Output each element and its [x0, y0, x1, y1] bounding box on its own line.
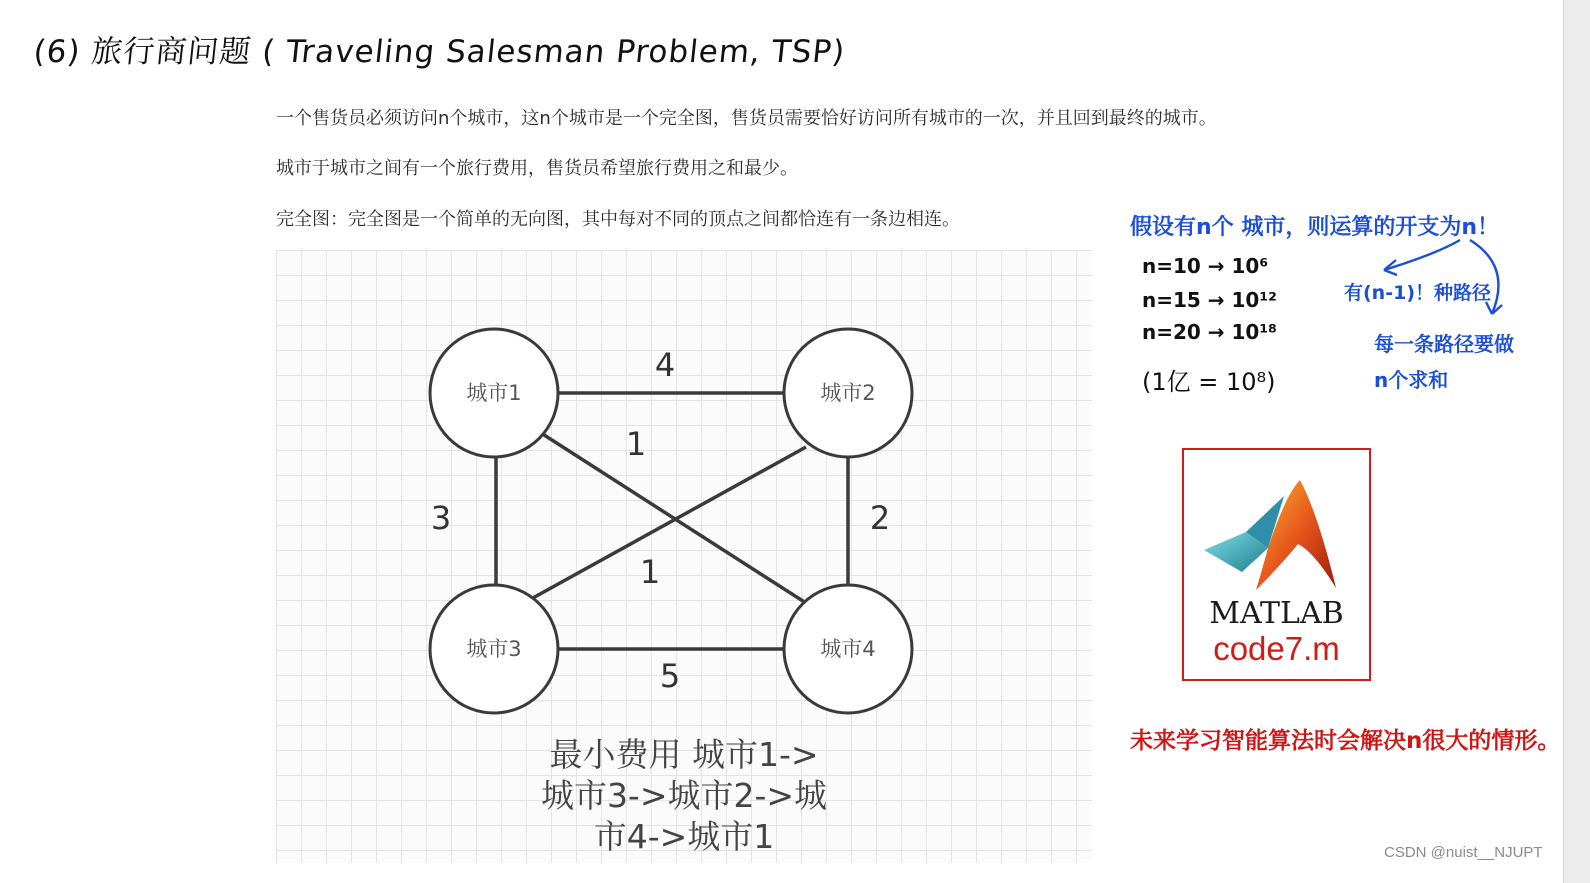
node-label: 城市1: [466, 381, 522, 405]
node-city-2: [784, 329, 912, 457]
node-label: 城市4: [820, 637, 876, 661]
matlab-wordmark: MATLAB: [1209, 596, 1344, 631]
node-label: 城市2: [820, 381, 876, 405]
paragraph-complete-graph: 完全图：完全图是一个简单的无向图，其中每对不同的顶点之间都恰连有一条边相连。: [276, 209, 960, 230]
paragraph-tsp-definition: 一个售货员必须访问n个城市，这n个城市是一个完全图，售货员需要恰好访问所有城市的一次，并且回到最终的城市。: [276, 108, 1217, 129]
edge-weight-2-4: 2: [869, 499, 891, 537]
page-edge: [1563, 0, 1590, 883]
handwritten-per-path-note-2: n个求和: [1374, 368, 1449, 392]
growth-n10: n=10 → 10⁶: [1142, 254, 1269, 278]
watermark: CSDN @nuist__NJUPT: [1384, 844, 1543, 861]
node-city-3: [430, 585, 558, 713]
growth-n20: n=20 → 10¹⁸: [1142, 320, 1277, 344]
node-city-1: [430, 329, 558, 457]
matlab-logo-icon: [1202, 474, 1342, 604]
edge-weight-1-4: 1: [625, 425, 647, 463]
graph-diagram: [276, 250, 1092, 863]
min-cost-caption-line-2: 城市3->城市2->城: [540, 776, 828, 815]
edge-1-4: [541, 433, 806, 603]
handwritten-complexity-note: 假设有n个 城市，则运算的开支为n！: [1130, 215, 1499, 240]
min-cost-caption-line-1: 最小费用 城市1->: [549, 735, 819, 774]
paragraph-travel-cost: 城市于城市之间有一个旅行费用，售货员希望旅行费用之和最少。: [276, 158, 798, 179]
page-title: (6) 旅行商问题 ( Traveling Salesman Problem, TSP): [31, 34, 848, 70]
edge-weight-2-3: 1: [639, 553, 661, 591]
handwritten-future-note: 未来学习智能算法时会解决n很大的情形。: [1130, 728, 1561, 754]
matlab-file-box: [1182, 448, 1371, 681]
edge-weight-3-4: 5: [659, 657, 681, 695]
handwritten-per-path-note-1: 每一条路径要做: [1374, 332, 1514, 356]
growth-n15: n=15 → 10¹²: [1142, 288, 1277, 312]
matlab-file-name: code7.m: [1213, 630, 1340, 667]
node-city-4: [784, 585, 912, 713]
node-label: 城市3: [466, 637, 522, 661]
edge-weight-1-2: 4: [654, 346, 676, 384]
arrow-to-paths-icon: [1384, 240, 1460, 270]
handwritten-paths-note: 有(n-1)！种路径: [1344, 282, 1491, 304]
growth-yi-note: (1亿 = 10⁸): [1142, 368, 1276, 396]
min-cost-caption-line-3: 市4->城市1: [593, 817, 775, 856]
edge-weight-1-3: 3: [430, 499, 452, 537]
